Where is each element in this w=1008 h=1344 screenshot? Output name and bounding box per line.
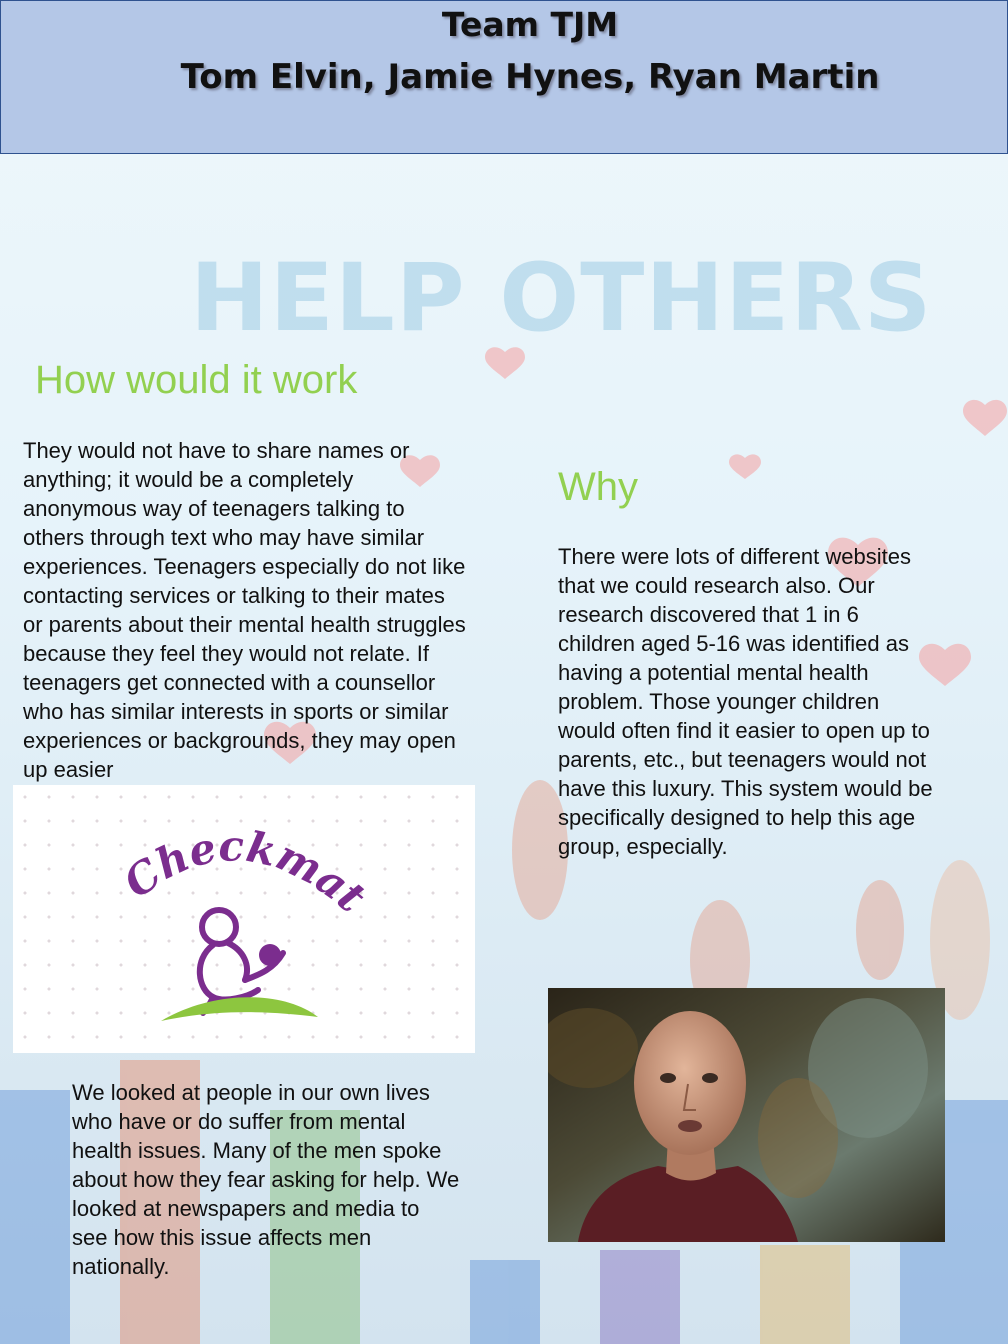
checkmate-logo <box>13 785 475 1053</box>
how-paragraph: They would not have to share names or anything; it would be a completely anonymous way of teenagers talking to others through text who may have similar experiences. Teenagers especially do not like contacting services or talking to their mates or parents about their mental health struggles because they feel they would not relate. If teenagers get connected with a counsellor who has similar interests in sports or similar experiences or backgrounds, they may open up easier <box>23 438 466 782</box>
help-others-watermark: HELP OTHERS <box>190 244 933 353</box>
how-heading: How would it work <box>35 358 358 402</box>
why-heading: Why <box>558 465 638 509</box>
why-paragraph: There were lots of different websites that we could research also. Our research discovered that 1 in 6 children aged 5-16 was identified as having a potential mental health problem. Those younger children would often find it easier to open up to parents, etc., but teenagers would not have this luxury. This system would be specifically designed to help this age group, especially. <box>558 544 933 859</box>
team-members: Tom Elvin, Jamie Hynes, Ryan Martin <box>180 57 880 97</box>
man-photo <box>548 988 945 1242</box>
checkmate-logo-graphic <box>13 785 475 1053</box>
ground-icon <box>161 997 318 1021</box>
men-paragraph: We looked at people in our own lives who have or do suffer from mental health issues. Many of the men spoke about how they fear asking for help. We looked at newspapers and media to see how this issue affects men nationally. <box>72 1080 460 1279</box>
portrait-image <box>548 988 945 1242</box>
logo-text: Checkmat <box>114 821 375 922</box>
heart-icon <box>729 454 761 479</box>
heart-icon <box>963 400 1007 436</box>
header-banner <box>0 0 1008 154</box>
team-title: Team TJM <box>441 5 619 44</box>
svg-text:Checkmate <box>13 785 375 922</box>
ball-icon <box>259 944 281 966</box>
